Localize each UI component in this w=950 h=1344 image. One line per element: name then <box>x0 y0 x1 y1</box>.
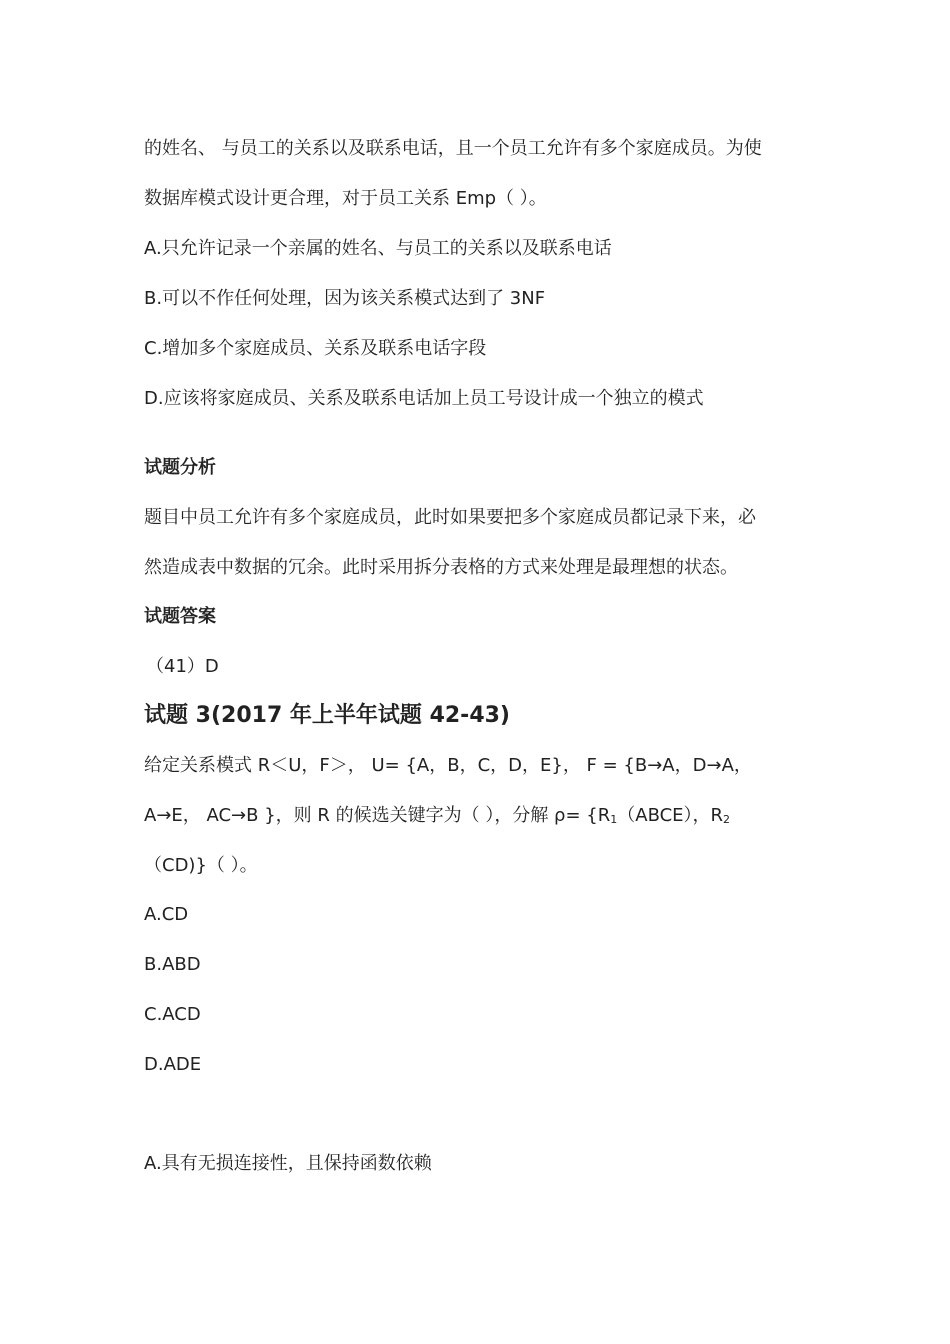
q3-option-d: D.ADE <box>144 1054 202 1075</box>
option-b: B.可以不作任何处理，因为该关系模式达到了 3NF <box>144 288 546 309</box>
question-text-line-2: 数据库模式设计更合理，对于员工关系 Emp（ ）。 <box>144 188 547 209</box>
subscript-1: 1 <box>610 813 618 826</box>
question-3-line-2 <box>144 803 730 829</box>
q3-option-a: A.CD <box>144 904 189 925</box>
question-3-line-2-part-a: A→E， AC→B }，则 R 的候选关键字为（ ），分解 ρ= {R <box>144 805 611 826</box>
answer-value: （41）D <box>146 656 219 677</box>
question-3-title: 试题 3(2017 年上半年试题 42-43) <box>144 703 510 728</box>
subscript-2: 2 <box>723 813 731 826</box>
q3-part2-option-a: A.具有无损连接性，且保持函数依赖 <box>144 1153 432 1174</box>
analysis-text-line-2: 然造成表中数据的冗余。此时采用拆分表格的方式来处理是最理想的状态。 <box>144 557 738 578</box>
q3-option-c: C.ACD <box>144 1004 201 1025</box>
question-text-line-1: 的姓名、 与员工的关系以及联系电话，且一个员工允许有多个家庭成员。为使 <box>144 138 762 159</box>
q3-option-b: B.ABD <box>144 954 201 975</box>
option-a: A.只允许记录一个亲属的姓名、与员工的关系以及联系电话 <box>144 238 612 259</box>
answer-label: 试题答案 <box>144 606 216 627</box>
question-3-line-1: 给定关系模式 R＜U，F＞， U= {A，B，C，D，E}， F = {B→A，D→A， <box>144 755 752 776</box>
question-3-line-3: （CD)}（ ）。 <box>144 855 258 876</box>
question-3-line-2-part-b: （ABCE），R <box>617 805 724 826</box>
option-d: D.应该将家庭成员、关系及联系电话加上员工号设计成一个独立的模式 <box>144 388 704 409</box>
analysis-label: 试题分析 <box>144 457 216 478</box>
analysis-text-line-1: 题目中员工允许有多个家庭成员，此时如果要把多个家庭成员都记录下来，必 <box>144 507 756 528</box>
option-c: C.增加多个家庭成员、关系及联系电话字段 <box>144 338 487 359</box>
